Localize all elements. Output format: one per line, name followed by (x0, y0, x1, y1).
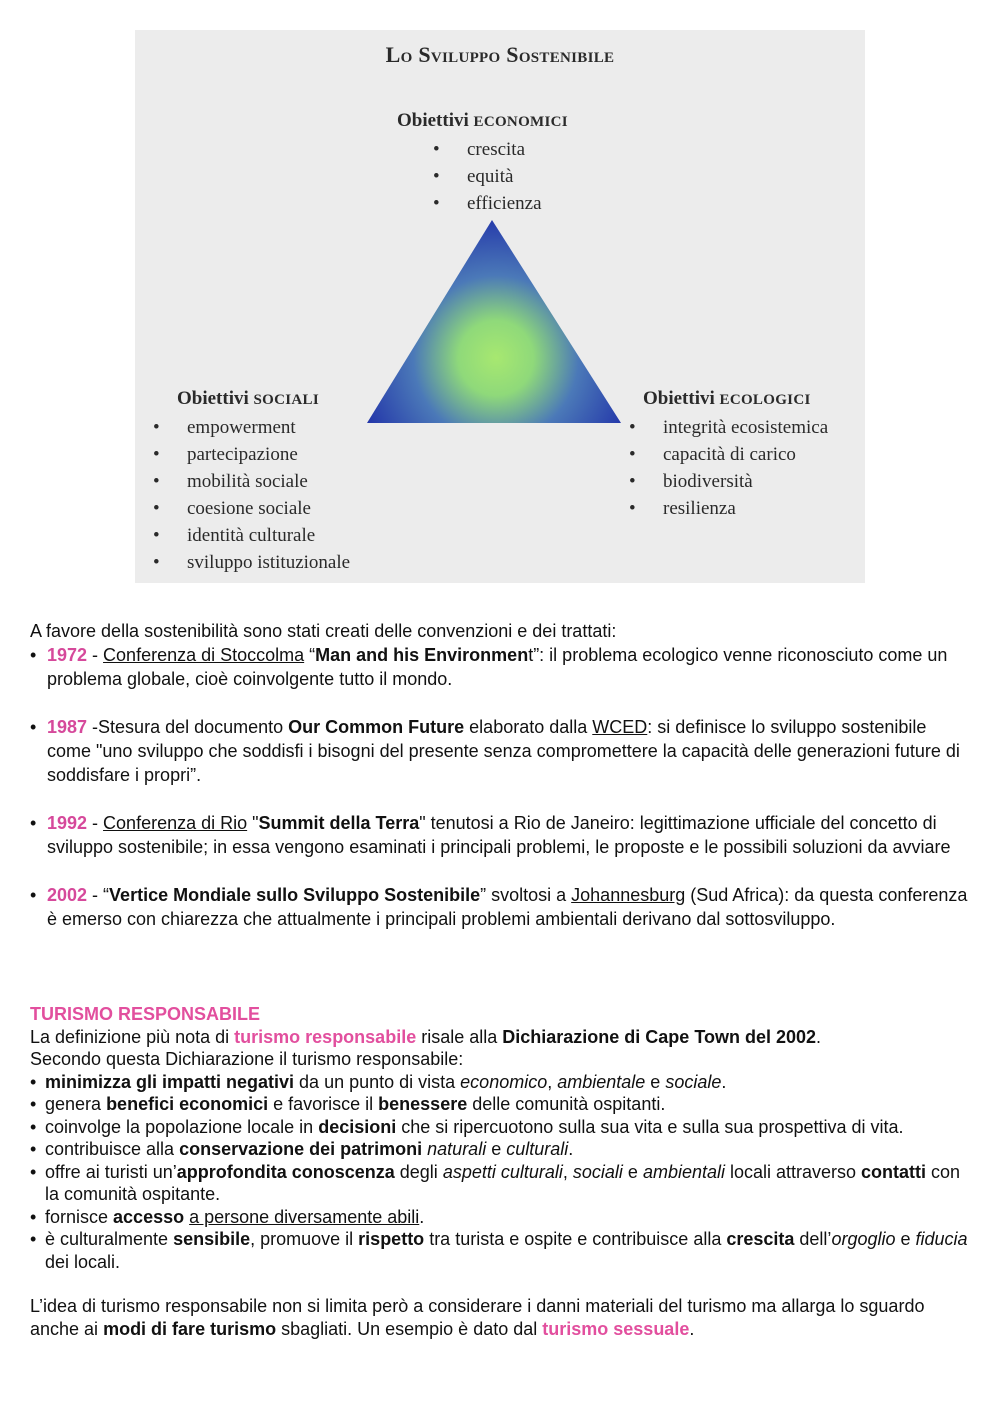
list-item: • resilienza (629, 498, 736, 519)
list-item: • genera benefici economici e favorisce il benessere delle comunità ospitanti. (30, 1094, 666, 1114)
accessibility-link[interactable]: a persone diversamente abili (189, 1206, 420, 1227)
johannesburg-link[interactable]: Johannesburg (571, 885, 686, 905)
list-item: • partecipazione (153, 444, 298, 465)
treaties-intro: A favore della sostenibilità sono stati creati delle convenzioni e dei trattati: (30, 621, 617, 641)
treaties-section (30, 619, 970, 931)
definition: La definizione più nota di turismo responsabile risale alla Dichiarazione di Cape Town del 2002. (30, 1026, 822, 1047)
list-item: • capacità di carico (629, 444, 796, 465)
list-item: • sviluppo istituzionale (153, 552, 351, 573)
ecological-objectives (629, 388, 829, 522)
treaty-2002: • 2002 - “Vertice Mondiale sullo Sviluppo Sostenibile” svoltosi a Johannesburg (Sud Africa): da questa conferenza è emerso con chiarezza che attualmente i principali problemi ambientali derivano dal sottosviluppo. (30, 885, 968, 929)
ecological-heading: Obiettivi ECOLOGICI (643, 388, 811, 409)
triangle-shape (367, 220, 621, 423)
sustainability-triangle (365, 218, 627, 454)
list-item: • efficienza (433, 193, 542, 214)
treaty-1972: • 1972 - Conferenza di Stoccolma “Man and his Environment”: il problema ecologico venne riconosciuto come un problema globale, cioè coinvolgente tutto il mondo. (30, 645, 948, 689)
social-objectives (153, 388, 351, 576)
closing-paragraph: L’idea di turismo responsabile non si limita però a considerare i danni materiali del turismo ma allarga lo sguardo anche ai modi di fare turismo sbagliati. Un esempio è dato dal turismo sessuale. (30, 1296, 925, 1339)
list-item: • crescita (433, 139, 526, 160)
ecological-list (623, 414, 828, 522)
section-title: TURISMO RESPONSABILE (30, 1004, 261, 1024)
list-item: • offre ai turisti un’approfondita conoscenza degli aspetti culturali, sociali e ambientali locali attraverso contatti con la comunità ospitante. (30, 1161, 961, 1204)
wced-link[interactable]: WCED (592, 717, 648, 737)
list-item: • coinvolge la popolazione locale in decisioni che si ripercuotono sulla sua vita e sulla sua prospettiva di vita. (30, 1116, 904, 1137)
list-item: • empowerment (153, 417, 296, 438)
diagram-title: Lo Sviluppo Sostenibile (385, 42, 615, 67)
list-item: • è culturalmente sensibile, promuove il rispetto tra turista e ospite e contribuisce alla crescita dell’orgoglio e fiducia dei locali. (30, 1229, 968, 1272)
economic-heading: Obiettivi ECONOMICI (397, 110, 568, 131)
list-item: • biodiversità (629, 471, 753, 492)
economic-list (427, 136, 568, 217)
treaty-1987: • 1987 -Stesura del documento Our Common Future elaborato dalla WCED: si definisce lo sviluppo sostenibile come "uno sviluppo che soddisfi i bisogni del presente senza compromettere la capacità delle generazioni future di soddisfare i propri”. (30, 717, 960, 785)
economic-objectives (397, 110, 568, 217)
stoccolma-link[interactable]: Conferenza di Stoccolma (103, 645, 305, 665)
list-item: • integrità ecosistemica (629, 417, 829, 438)
social-list (147, 414, 350, 576)
turismo-section (30, 1003, 970, 1340)
list-item: • fornisce accesso a persone diversamente abili. (30, 1206, 425, 1227)
rio-link[interactable]: Conferenza di Rio (103, 813, 248, 833)
list-item: • mobilità sociale (153, 471, 308, 492)
list-item: • identità culturale (153, 525, 316, 546)
list-item: • contribuisce alla conservazione dei patrimoni naturali e culturali. (30, 1139, 574, 1159)
list-item: • minimizza gli impatti negativi da un punto di vista economico, ambientale e sociale. (30, 1071, 727, 1092)
list-item: • coesione sociale (153, 498, 311, 519)
social-heading: Obiettivi SOCIALI (177, 388, 319, 409)
secondo-line: Secondo questa Dichiarazione il turismo responsabile: (30, 1049, 464, 1069)
list-item: • equità (433, 166, 514, 187)
sustainability-diagram (135, 30, 865, 583)
treaty-1992: • 1992 - Conferenza di Rio "Summit della Terra" tenutosi a Rio de Janeiro: legittimazione ufficiale del concetto di sviluppo sostenibile; in essa vengono esaminati i principali problemi, le proposte e le possibili soluzioni da avviare (30, 813, 951, 857)
